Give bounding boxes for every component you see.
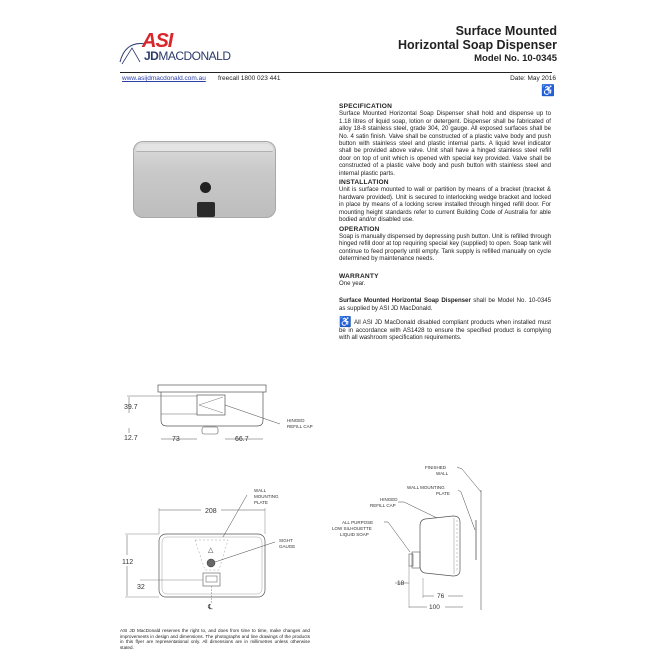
mounting-plate-label-1: WALL MOUNTING: [407, 485, 445, 490]
document-date: Date: May 2016: [510, 75, 556, 82]
finished-wall-label-2: WALL: [436, 471, 449, 476]
dim-right-label: 66.7: [235, 436, 249, 443]
centerline-label: ℄: [208, 604, 213, 611]
dim-body-label: 76: [437, 593, 445, 600]
soap-label-1: ALL PURPOSE: [342, 520, 374, 525]
refill-cap-label-2: REFILL CAP: [370, 503, 396, 508]
spec-heading: SPECIFICATION: [339, 103, 393, 110]
logo-asi-text: ASI: [142, 30, 173, 52]
side-view-drawing: [320, 460, 500, 610]
svg-text:△: △: [208, 547, 214, 554]
push-button: [197, 202, 215, 217]
dim-left-label: 73: [172, 436, 180, 443]
dim-height-label: 112: [122, 559, 134, 566]
logo-jd-macdonald-text: JDMACDONALD: [144, 49, 231, 63]
model-number: Model No. 10-0345: [474, 53, 557, 64]
product-photo: [133, 141, 276, 218]
installation-heading: INSTALLATION: [339, 179, 389, 187]
refill-lid: [136, 144, 273, 152]
refill-cap-label-1: HINGED: [287, 418, 305, 423]
wheelchair-icon: ♿: [541, 85, 555, 97]
company-logo: [118, 30, 231, 66]
title-line-1: Surface Mounted: [455, 24, 557, 38]
plate-label-2: MOUNTING: [254, 494, 279, 499]
finished-wall-label-1: FINISHED: [425, 465, 447, 470]
dim-button-label: 18: [397, 580, 405, 587]
plate-label-1: WALL: [254, 488, 267, 493]
refill-cap-label-2: REFILL CAP: [287, 424, 313, 429]
dim-bottom-label: 12.7: [124, 435, 138, 442]
refill-cap-label-1: HINGED: [380, 497, 398, 502]
dim-total-label: 100: [429, 604, 440, 611]
dim-height-label: 39.7: [124, 404, 138, 411]
gauge-label-1: SIGHT: [279, 538, 293, 543]
soap-label-3: LIQUID SOAP: [340, 532, 369, 537]
mounting-plate-label-2: PLATE: [436, 491, 450, 496]
warranty-heading: WARRANTY: [339, 272, 379, 280]
plate-label-3: PLATE: [254, 500, 268, 505]
model-statement: Surface Mounted Horizontal Soap Dispenser shall be Model No. 10-0345 as supplied by ASI JD MacDonald.: [339, 297, 551, 312]
freecall-number: freecall 1800 023 441: [218, 75, 281, 82]
warranty-text: One year.: [339, 279, 366, 287]
sight-gauge: [200, 182, 211, 193]
header-divider: [120, 72, 552, 73]
title-line-2: Horizontal Soap Dispenser: [397, 38, 557, 52]
front-view-drawing: [115, 480, 315, 610]
website-link[interactable]: www.asijdmacdonald.com.au: [122, 75, 206, 82]
operation-heading: OPERATION: [339, 225, 380, 233]
soap-label-2: LOW SILHOUETTE: [332, 526, 372, 531]
dim-button-label: 32: [137, 584, 145, 591]
installation-text: Unit is surface mounted to wall or partition by means of a bracket (bracket & hardware provided). Unit is secured to interlocking wedge bracket and locked in place by means of a locking screw installed through hinged refill door. For mounting height standards refer to current Building Code of Australia for able bodied and/or disabled use.: [339, 186, 551, 224]
operation-text: Soap is manually dispensed by depressing push button. Unit is refilled through hinged refill door at top requiring special key (supplied) to open. Soap tank will continue to feed properly until empty. Tank supply is refilled manually on cycle determined by maintenance needs.: [339, 232, 551, 263]
compliance-statement: ♿ All ASI JD MacDonald disabled compliant products when installed must be in accordance with AS1428 to ensure the specified product is complying with all washroom specification requirements.: [339, 317, 551, 341]
gauge-label-2: GAUGE: [279, 544, 296, 549]
top-view-drawing: [115, 380, 315, 450]
specification-section: [339, 103, 551, 343]
disclaimer-text: ASI JD MacDonald reserves the right to, and does from time to time, make changes and improvements in design and dimensions. The photographs and line drawings of the products in this flyer are representational only. All dimensions are in millimetres unless otherwise stated.: [120, 628, 310, 650]
wheelchair-icon: ♿: [339, 317, 352, 329]
document-title: [398, 24, 557, 65]
spec-text: Surface Mounted Horizontal Soap Dispenser shall hold and dispense up to 1.18 litres of liquid soap, lotion or detergent. Dispenser shall be fabricated of alloy 18-8 stainless steel, grade 304, 20 gauge. All exposed surfaces shall be No. 4 satin finish. Valve shall be constructed of a plastic valve body and push button with stainless steel and plastic internal parts. A liquid level indicator shall be provided above valve. Unit shall have a hinged stainless steel refill door on top of unit which is opened with special key provided. Valve shall be constructed of a plastic valve body and push button with stainless steel and internal plastic parts.: [339, 110, 551, 177]
dim-width-label: 208: [205, 508, 217, 515]
